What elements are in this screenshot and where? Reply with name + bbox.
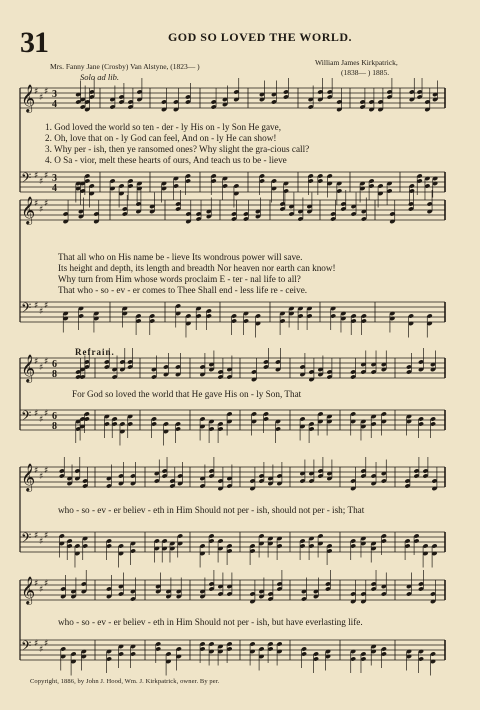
hymn-number: 31 [20,26,48,59]
sharp-sign: ♯ [39,205,44,215]
sharp-sign: ♯ [34,199,39,209]
treble-clef: 𝄞 [21,196,36,224]
performance-direction: Solo ad lib. [80,72,119,82]
sharp-sign: ♯ [34,87,39,97]
composer-name: William James Kirkpatrick, [315,58,398,67]
time-signature-top: 3 [52,173,57,184]
verse-4-line-b: That who - so - ev - er comes to Thee Shall end - less life re - ceive. [58,285,308,295]
verse-3-line-a: 3. Why per - ish, then ye ransomed ones? Why slight the gra-cious call? [45,144,310,154]
hymn-title: GOD SO LOVED THE WORLD. [167,30,353,44]
sharp-sign: ♯ [44,466,49,476]
sharp-sign: ♯ [39,415,44,425]
sharp-sign: ♯ [44,639,49,649]
time-signature-top: 6 [52,359,57,370]
refrain-label: Refrain. [75,347,115,357]
author-credit: Mrs. Fanny Jane (Crosby) Van Alstyne, (1823— ) [50,62,200,71]
bass-clef: 𝄢 [21,170,32,189]
sharp-sign: ♯ [44,579,49,589]
bass-clef: 𝄢 [21,408,32,427]
copyright-notice: Copyright, 1886, by John J. Hood, Wm. J. Kirkpatrick, owner. By per. [30,678,220,685]
sharp-sign: ♯ [44,87,49,97]
treble-clef: 𝄞 [21,354,36,382]
bass-clef: 𝄢 [21,530,32,549]
sharp-sign: ♯ [39,307,44,317]
treble-clef: 𝄞 [21,84,36,112]
sharp-sign: ♯ [44,357,49,367]
sharp-sign: ♯ [34,357,39,367]
sharp-sign: ♯ [34,171,39,181]
time-signature-top: 3 [52,89,57,100]
time-signature-bottom: 8 [52,421,57,432]
treble-clef: 𝄞 [21,576,36,604]
verse-2-line-b: Its height and depth, its length and breadth Nor heaven nor earth can know! [58,263,336,273]
verse-3-line-b: Why turn from Him whose words proclaim E - ter - nal life to all? [58,274,301,284]
refrain-line-2: who - so - ev - er believ - eth in Him Should not per - ish, should not per - ish; That [58,505,365,515]
sharp-sign: ♯ [34,579,39,589]
sharp-sign: ♯ [44,531,49,541]
sharp-sign: ♯ [44,301,49,311]
sharp-sign: ♯ [39,363,44,373]
sharp-sign: ♯ [39,537,44,547]
treble-clef: 𝄞 [21,463,36,491]
sharp-sign: ♯ [39,472,44,482]
bass-clef: 𝄢 [21,300,32,319]
sharp-sign: ♯ [39,93,44,103]
sharp-sign: ♯ [34,639,39,649]
sharp-sign: ♯ [34,466,39,476]
composer-dates: (1838— ) 1885. [341,68,390,77]
verse-2-line-a: 2. Oh, love that on - ly God can feel, And on - ly He can show! [45,133,277,143]
verse-1-line-b: That all who on His name be - lieve Its wondrous power will save. [58,252,303,262]
refrain-line-3: who - so - ev - er believ - eth in Him Should not per - ish, but have everlasting life. [58,617,363,627]
sharp-sign: ♯ [39,645,44,655]
time-signature-top: 6 [52,411,57,422]
bass-clef: 𝄢 [21,638,32,657]
sharp-sign: ♯ [34,531,39,541]
refrain-line-1: For God so loved the world that He gave His on - ly Son, That [72,389,302,399]
time-signature-bottom: 8 [52,369,57,380]
verse-4-line-a: 4. O Sa - vior, melt these hearts of ours, And teach us to be - lieve [45,155,287,165]
sharp-sign: ♯ [44,409,49,419]
time-signature-bottom: 4 [52,183,57,194]
sharp-sign: ♯ [44,171,49,181]
sharp-sign: ♯ [39,177,44,187]
sharp-sign: ♯ [39,585,44,595]
sharp-sign: ♯ [44,199,49,209]
sharp-sign: ♯ [34,301,39,311]
verse-1-line-a: 1. God loved the world so ten - der - ly His on - ly Son He gave, [45,122,282,132]
time-signature-bottom: 4 [52,99,57,110]
sharp-sign: ♯ [34,409,39,419]
